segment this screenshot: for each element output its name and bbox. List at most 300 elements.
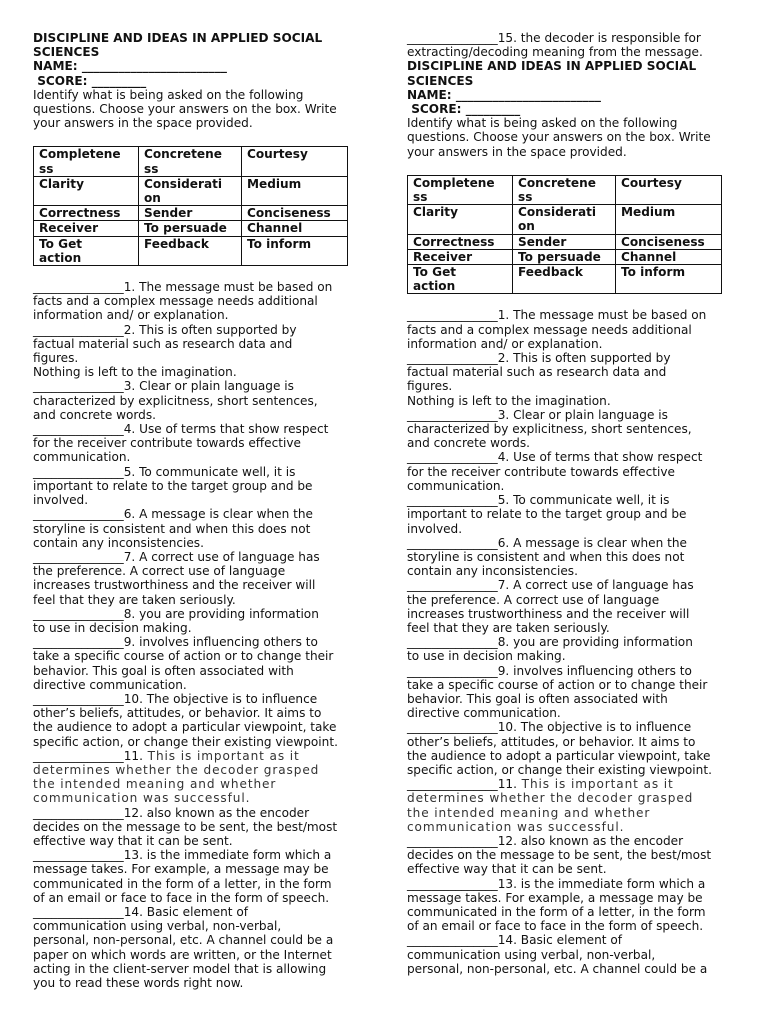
question-line	[407, 578, 739, 592]
question-text: _______________3. Clear or plain language is	[407, 407, 668, 422]
question-text: characterized by explicitness, short sentences,	[33, 393, 318, 408]
question-text: specific action, or change their existing viewpoint.	[407, 762, 712, 777]
question-text: information and/ or explanation.	[407, 336, 603, 351]
choice-cell	[408, 234, 513, 249]
question-line	[407, 308, 739, 322]
name-field: NAME: ________________________	[33, 59, 227, 74]
question-text: _______________14. Basic element of	[33, 904, 249, 919]
question-line	[33, 351, 365, 365]
choice-cell	[34, 206, 139, 221]
question-line	[33, 323, 365, 337]
question-line	[407, 323, 739, 337]
question-line	[33, 664, 365, 678]
choice-text: Courtesy	[247, 147, 308, 162]
question-line	[33, 777, 365, 791]
choice-text: Conciseness	[247, 206, 331, 221]
question-line	[33, 465, 365, 479]
choices-row	[34, 221, 348, 236]
question-line	[33, 706, 365, 720]
question-line	[407, 536, 739, 550]
choice-text: Completene	[413, 175, 495, 190]
question-line	[407, 891, 739, 905]
choice-cell	[513, 234, 616, 249]
question-text: contain any inconsistencies.	[33, 535, 204, 550]
question-text: _______________9. involves influencing others to	[33, 635, 318, 650]
question-text: storyline is consistent and when this does not	[407, 549, 685, 564]
question-text: the preference. A correct use of language	[33, 564, 286, 579]
choice-cell	[139, 206, 242, 221]
question-text: the preference. A correct use of language	[407, 592, 660, 607]
choices-row	[408, 249, 722, 264]
choice-text: Clarity	[39, 176, 84, 191]
choice-text: on	[144, 191, 161, 206]
choice-cell	[408, 205, 513, 234]
question-text-spaced: communication was successful.	[407, 819, 625, 834]
question-line	[407, 806, 739, 820]
worksheet-title: DISCIPLINE AND IDEAS IN APPLIED SOCIAL	[407, 59, 697, 74]
choice-cell	[139, 147, 242, 176]
question-line: extracting/decoding meaning from the message.	[407, 45, 703, 60]
choice-text: Feedback	[518, 265, 583, 280]
question-text: _______________13. is the immediate form which a	[33, 848, 332, 863]
choice-text: Courtesy	[621, 175, 682, 190]
question-line	[33, 294, 365, 308]
question-text: specific action, or change their existing viewpoint.	[33, 734, 338, 749]
question-line	[33, 308, 365, 322]
question-text: facts and a complex message needs additional	[33, 294, 318, 309]
questions-list	[33, 280, 365, 990]
question-line	[407, 507, 739, 521]
question-line	[33, 635, 365, 649]
choice-text: Clarity	[413, 205, 458, 220]
choice-cell	[242, 221, 348, 236]
choice-text: Feedback	[144, 236, 209, 251]
choice-text: Conciseness	[621, 234, 705, 249]
question-line	[407, 791, 739, 805]
choice-text: Concretene	[144, 147, 222, 162]
choice-text: Correctness	[39, 206, 121, 221]
question-text: communication.	[33, 450, 131, 465]
question-line	[407, 465, 739, 479]
choice-text: To inform	[247, 236, 312, 251]
question-text: communication using verbal, non-verbal,	[407, 947, 656, 962]
choice-cell	[513, 249, 616, 264]
question-line	[33, 735, 365, 749]
question-line	[407, 379, 739, 393]
question-text-spaced: This is important as it	[142, 748, 300, 763]
instructions-line: your answers in the space provided.	[33, 116, 253, 131]
question-text: to use in decision making.	[407, 649, 566, 664]
choices-table-wrap	[33, 146, 365, 266]
question-text: factual material such as research data and	[407, 365, 667, 380]
choice-text: Medium	[247, 176, 302, 191]
question-text: Nothing is left to the imagination.	[33, 365, 237, 380]
question-line	[407, 848, 739, 862]
question-line	[33, 578, 365, 592]
choices-table-body	[408, 175, 722, 294]
choice-cell	[139, 221, 242, 236]
question-text: _______________13. is the immediate form which a	[407, 876, 706, 891]
question-text: communicated in the form of a letter, in the form	[33, 876, 332, 891]
question-line	[33, 948, 365, 962]
questions-list	[407, 308, 739, 976]
question-text: behavior. This goal is often associated with	[407, 691, 668, 706]
question-text: and concrete words.	[407, 436, 531, 451]
question-text: the audience to adopt a particular viewpoint, take	[407, 748, 711, 763]
choice-text: action	[413, 279, 456, 294]
question-text: of an email or face to face in the form of speech.	[407, 919, 704, 934]
choice-text: To Get	[413, 265, 457, 280]
question-line	[407, 408, 739, 422]
question-line	[407, 564, 739, 578]
question-text: important to relate to the target group and be	[407, 507, 687, 522]
question-text: factual material such as research data and	[33, 336, 293, 351]
question-line	[33, 280, 365, 294]
question-text: important to relate to the target group and be	[33, 478, 313, 493]
choice-cell	[616, 249, 722, 264]
question-line	[33, 436, 365, 450]
question-line	[33, 337, 365, 351]
question-line	[407, 351, 739, 365]
question-line	[407, 635, 739, 649]
question-line	[33, 763, 365, 777]
question-text: _______________7. A correct use of language has	[407, 578, 694, 593]
question-text: _______________11.	[33, 748, 143, 763]
choices-row	[408, 205, 722, 234]
question-line	[407, 962, 739, 976]
question-line	[407, 933, 739, 947]
choices-row	[408, 265, 722, 294]
question-line	[407, 877, 739, 891]
question-line	[33, 905, 365, 919]
choice-text: Sender	[144, 206, 193, 221]
choices-row	[408, 175, 722, 204]
question-text: _______________1. The message must be based on	[407, 308, 707, 323]
question-line	[33, 962, 365, 976]
question-15	[407, 31, 739, 59]
question-line	[407, 493, 739, 507]
question-line	[33, 408, 365, 422]
choice-text: Concretene	[518, 175, 596, 190]
question-line	[33, 891, 365, 905]
question-text: _______________2. This is often supported by	[33, 322, 297, 337]
question-line	[407, 394, 739, 408]
question-text: increases trustworthiness and the receiver will	[33, 578, 316, 593]
question-line	[33, 919, 365, 933]
question-text: message takes. For example, a message may be	[33, 862, 329, 877]
question-text: facts and a complex message needs additional	[407, 322, 692, 337]
question-line	[407, 905, 739, 919]
question-line	[33, 479, 365, 493]
score-field: SCORE: _________	[33, 73, 147, 88]
question-text: to use in decision making.	[33, 620, 192, 635]
question-text: _______________2. This is often supported by	[407, 351, 671, 366]
question-text: feel that they are taken seriously.	[407, 620, 610, 635]
question-text-spaced: determines whether the decoder grasped	[33, 762, 320, 777]
question-line	[407, 450, 739, 464]
question-text: directive communication.	[33, 677, 187, 692]
question-line: _______________15. the decoder is responsible for	[407, 31, 701, 45]
question-text: for the receiver contribute towards effective	[33, 436, 301, 451]
choice-text: ss	[144, 161, 159, 176]
question-text: feel that they are taken seriously.	[33, 592, 236, 607]
score-field: SCORE: _________	[407, 102, 521, 117]
question-line	[407, 749, 739, 763]
question-line	[33, 806, 365, 820]
question-line	[33, 678, 365, 692]
choice-cell	[34, 147, 139, 176]
question-text: _______________7. A correct use of language has	[33, 549, 320, 564]
question-line	[407, 607, 739, 621]
question-text: _______________5. To communicate well, it is	[407, 493, 670, 508]
question-line	[407, 692, 739, 706]
question-line	[33, 564, 365, 578]
question-text: communication.	[407, 478, 505, 493]
question-line	[407, 919, 739, 933]
question-line	[407, 479, 739, 493]
choices-table-wrap	[407, 175, 739, 295]
question-text: _______________1. The message must be based on	[33, 280, 333, 295]
choice-cell	[513, 205, 616, 234]
choice-text: To persuade	[144, 221, 227, 236]
choice-cell	[616, 265, 722, 294]
choice-cell	[242, 147, 348, 176]
question-line	[33, 450, 365, 464]
question-line	[33, 507, 365, 521]
question-text: _______________11.	[407, 777, 517, 792]
question-text: _______________12. also known as the encoder	[407, 833, 684, 848]
question-text: decides on the message to be sent, the best/most	[33, 819, 338, 834]
question-line	[33, 848, 365, 862]
question-text: communication using verbal, non-verbal,	[33, 919, 282, 934]
choice-text: To persuade	[518, 249, 601, 264]
question-text-spaced: communication was successful.	[33, 791, 251, 806]
choice-cell	[34, 221, 139, 236]
choice-text: Channel	[247, 221, 303, 236]
question-text-spaced: This is important as it	[516, 777, 674, 792]
question-line	[33, 749, 365, 763]
question-line	[407, 593, 739, 607]
question-line	[407, 365, 739, 379]
question-text: communicated in the form of a letter, in the form	[407, 904, 706, 919]
question-line	[33, 607, 365, 621]
question-text: take a specific course of action or to change their	[33, 649, 334, 664]
question-text: effective way that it can be sent.	[33, 833, 233, 848]
choice-text: To inform	[621, 265, 686, 280]
choice-cell	[242, 176, 348, 205]
choice-cell	[34, 236, 139, 265]
question-text-spaced: the intended meaning and whether	[33, 777, 277, 792]
question-line	[33, 621, 365, 635]
question-text: involved.	[407, 521, 463, 536]
question-line	[407, 649, 739, 663]
question-line	[407, 777, 739, 791]
instructions-line: questions. Choose your answers on the box. Write	[33, 102, 337, 117]
question-line	[33, 720, 365, 734]
question-text: _______________4. Use of terms that show respect	[407, 450, 703, 465]
choice-text: Correctness	[413, 234, 495, 249]
question-text: increases trustworthiness and the receiver will	[407, 606, 690, 621]
question-line	[407, 735, 739, 749]
question-text: message takes. For example, a message may be	[407, 890, 703, 905]
question-text: _______________5. To communicate well, it is	[33, 464, 296, 479]
question-line	[407, 664, 739, 678]
choices-table	[33, 146, 348, 266]
question-text: _______________14. Basic element of	[407, 933, 623, 948]
choice-cell	[408, 249, 513, 264]
choice-text: Receiver	[413, 249, 473, 264]
question-text: behavior. This goal is often associated with	[33, 663, 294, 678]
question-text: decides on the message to be sent, the best/most	[407, 848, 712, 863]
choice-cell	[616, 175, 722, 204]
question-line	[407, 422, 739, 436]
question-text: _______________6. A message is clear when the	[407, 535, 687, 550]
question-text: and concrete words.	[33, 407, 157, 422]
choice-cell	[139, 176, 242, 205]
question-line	[33, 877, 365, 891]
question-text: storyline is consistent and when this does not	[33, 521, 311, 536]
question-text: for the receiver contribute towards effective	[407, 464, 675, 479]
question-text: _______________10. The objective is to influence	[407, 720, 692, 735]
choice-text: ss	[518, 190, 533, 205]
question-line	[407, 436, 739, 450]
question-line	[33, 379, 365, 393]
question-text: contain any inconsistencies.	[407, 564, 578, 579]
choice-text: Receiver	[39, 221, 99, 236]
question-line	[33, 550, 365, 564]
question-line	[407, 720, 739, 734]
question-line	[33, 692, 365, 706]
question-text: _______________9. involves influencing others to	[407, 663, 692, 678]
question-line	[33, 365, 365, 379]
choice-text: ss	[413, 190, 428, 205]
left-worksheet	[33, 31, 365, 990]
question-text: acting in the client-server model that is allowing	[33, 961, 327, 976]
choices-table	[407, 175, 722, 295]
question-line	[33, 834, 365, 848]
choice-cell	[408, 175, 513, 204]
choice-text: Medium	[621, 205, 676, 220]
question-text-spaced: the intended meaning and whether	[407, 805, 651, 820]
question-line	[407, 678, 739, 692]
question-text: involved.	[33, 493, 89, 508]
choices-row	[34, 206, 348, 221]
choice-text: action	[39, 250, 82, 265]
right-worksheet	[407, 31, 739, 976]
question-text: _______________8. you are providing information	[407, 635, 693, 650]
worksheet-title-cont: SCIENCES	[33, 45, 100, 60]
question-text: effective way that it can be sent.	[407, 862, 607, 877]
question-text: you to read these words right now.	[33, 976, 244, 990]
question-text: figures.	[33, 351, 79, 366]
choice-text: on	[518, 219, 535, 234]
question-line	[407, 948, 739, 962]
question-text: the audience to adopt a particular viewpoint, take	[33, 720, 337, 735]
choices-row	[34, 176, 348, 205]
question-text: of an email or face to face in the form of speech.	[33, 890, 330, 905]
question-line	[33, 862, 365, 876]
question-text: _______________12. also known as the encoder	[33, 805, 310, 820]
question-text: _______________8. you are providing information	[33, 606, 319, 621]
name-field: NAME: ________________________	[407, 87, 601, 102]
instructions-line: questions. Choose your answers on the box. Write	[407, 130, 711, 145]
question-line	[33, 820, 365, 834]
choice-cell	[616, 234, 722, 249]
choice-text: Sender	[518, 234, 567, 249]
question-text: characterized by explicitness, short sentences,	[407, 422, 692, 437]
worksheet-title: DISCIPLINE AND IDEAS IN APPLIED SOCIAL	[33, 31, 323, 45]
choice-cell	[513, 265, 616, 294]
question-text: paper on which words are written, or the Internet	[33, 947, 332, 962]
question-text: information and/ or explanation.	[33, 308, 229, 323]
choices-table-body	[34, 147, 348, 266]
question-line	[33, 522, 365, 536]
question-line	[407, 763, 739, 777]
choice-text: Considerati	[144, 176, 223, 191]
question-text: take a specific course of action or to change their	[407, 677, 708, 692]
question-line	[407, 820, 739, 834]
question-line	[407, 862, 739, 876]
worksheet-header	[33, 31, 365, 130]
question-line	[407, 550, 739, 564]
question-line	[407, 621, 739, 635]
choice-cell	[242, 236, 348, 265]
question-line	[407, 522, 739, 536]
choices-row	[34, 236, 348, 265]
choice-text: ss	[39, 161, 54, 176]
question-line	[33, 933, 365, 947]
question-line	[33, 976, 365, 990]
choice-text: To Get	[39, 236, 83, 251]
choices-row	[34, 147, 348, 176]
choices-row	[408, 234, 722, 249]
question-text: personal, non-personal, etc. A channel could be a	[407, 961, 708, 976]
question-text: Nothing is left to the imagination.	[407, 393, 611, 408]
question-line	[407, 337, 739, 351]
choice-cell	[242, 206, 348, 221]
choice-cell	[139, 236, 242, 265]
question-line	[33, 791, 365, 805]
question-text: _______________6. A message is clear when the	[33, 507, 313, 522]
choice-text: Completene	[39, 147, 121, 162]
question-text: other’s beliefs, attitudes, or behavior. It aims to	[407, 734, 696, 749]
question-text: other’s beliefs, attitudes, or behavior. It aims to	[33, 706, 322, 721]
question-text: personal, non-personal, etc. A channel could be a	[33, 933, 334, 948]
question-text: directive communication.	[407, 706, 561, 721]
question-line	[407, 834, 739, 848]
question-line	[33, 649, 365, 663]
choice-cell	[513, 175, 616, 204]
instructions-line: your answers in the space provided.	[407, 144, 627, 159]
question-line	[33, 422, 365, 436]
question-text-spaced: determines whether the decoder grasped	[407, 791, 694, 806]
choice-cell	[408, 265, 513, 294]
choice-text: Channel	[621, 249, 677, 264]
question-line	[33, 593, 365, 607]
worksheet-header	[407, 59, 739, 158]
choice-cell	[616, 205, 722, 234]
question-line	[33, 493, 365, 507]
worksheet-title-cont: SCIENCES	[407, 73, 474, 88]
instructions-line: Identify what is being asked on the following	[407, 116, 678, 131]
question-text: _______________10. The objective is to influence	[33, 691, 318, 706]
question-text: _______________4. Use of terms that show respect	[33, 422, 329, 437]
choice-text: Considerati	[518, 205, 597, 220]
choice-cell	[34, 176, 139, 205]
question-text: _______________3. Clear or plain language is	[33, 379, 294, 394]
question-line	[33, 536, 365, 550]
question-line	[407, 706, 739, 720]
